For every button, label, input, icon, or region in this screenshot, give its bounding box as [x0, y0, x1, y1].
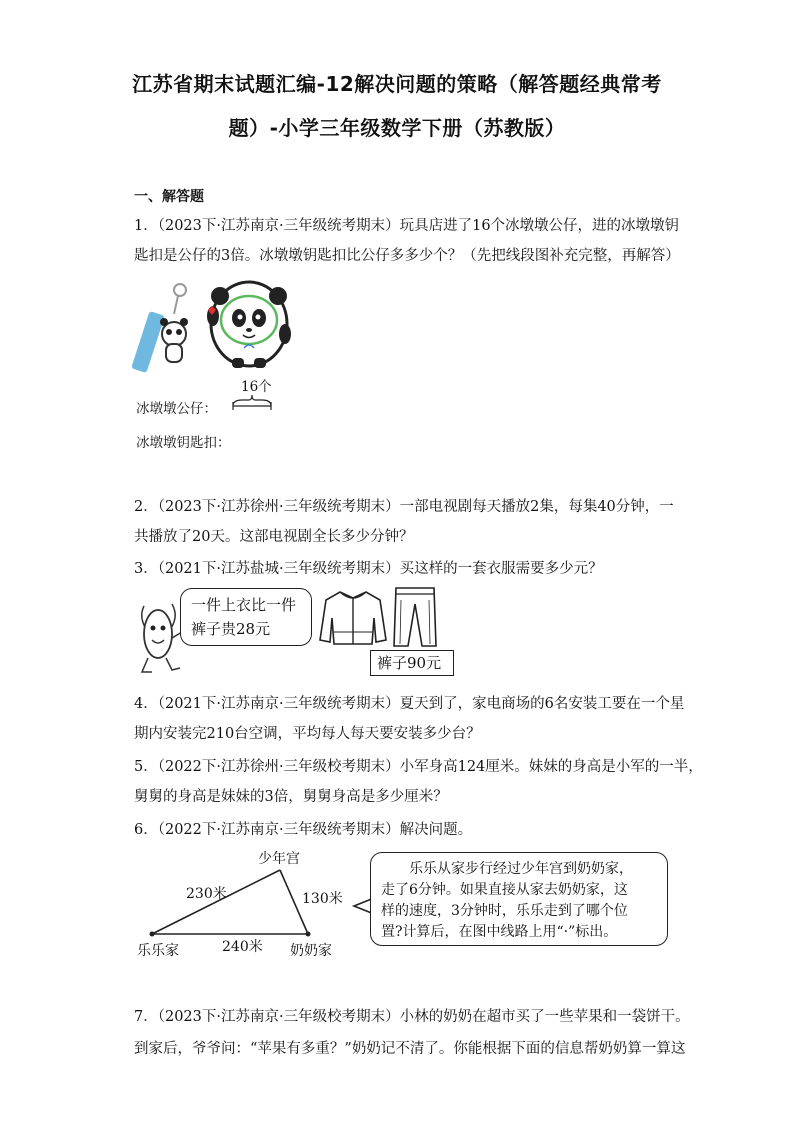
q6-dist-right: 130米 [302, 891, 343, 907]
q1-doll-label: 冰墩墩公仔： [136, 401, 217, 417]
q7-text-line1: 7．（2023下·江苏南京·三年级校考期末）小林的奶奶在超市买了一些苹果和一袋饼干。 [134, 1009, 690, 1025]
q3-text-line1: 3．（2021下·江苏盐城·三年级统考期末）买这样的一套衣服需要多少元？ [134, 561, 603, 577]
q4-text-line2: 期内安装完210台空调，平均每人每天要安装多少台？ [134, 726, 481, 742]
q3-speech-bubble [180, 588, 312, 646]
q3-bubble-line1: 一件上衣比一件 [191, 596, 297, 614]
pants-illustration [392, 586, 438, 648]
doc-title-line1: 江苏省期末试题汇编-12解决问题的策略（解答题经典常考 [132, 72, 662, 96]
keychain-illustration [134, 282, 204, 372]
q6-lele-home-label: 乐乐家 [137, 943, 179, 959]
corn-character-illustration [134, 598, 184, 676]
q6-speech-bubble [370, 852, 668, 946]
section-heading: 一、解答题 [134, 189, 204, 205]
q2-text-line1: 2．（2023下·江苏徐州·三年级统考期末）一部电视剧每天播放2集，每集40分钟，一 [134, 499, 674, 515]
q5-text-line1: 5．（2022下·江苏徐州·三年级校考期末）小军身高124厘米。妹妹的身高是小军的一半， [134, 759, 703, 775]
q2-text-line2: 共播放了20天。这部电视剧全长多少分钟？ [134, 529, 414, 545]
q7-text-line2: 到家后，爷爷问：“苹果有多重？”奶奶记不清了。你能根据下面的信息帮奶奶算一算这 [134, 1041, 686, 1057]
q6-text-line1: 6．（2022下·江苏南京·三年级统考期末）解决问题。 [134, 822, 473, 838]
q3-bubble-line2: 裤子贵28元 [191, 620, 271, 638]
q6-youth-palace-label: 少年宫 [258, 851, 300, 867]
q1-text-line1: 1．（2023下·江苏南京·三年级统考期末）玩具店进了16个冰墩墩公仔，进的冰墩墩钥 [134, 218, 680, 234]
q1-doll-segment [232, 400, 272, 412]
q6-bubble-line2: 走了6分钟。如果直接从家去奶奶家，这 [381, 882, 628, 898]
q6-grandma-home-label: 奶奶家 [290, 943, 332, 959]
q6-bubble-line3: 样的速度，3分钟时，乐乐走到了哪个位 [381, 903, 628, 919]
panda-mascot-illustration [204, 280, 294, 372]
q6-dist-left: 230米 [186, 886, 227, 902]
q5-text-line2: 舅舅的身高是妹妹的3倍，舅舅身高是多少厘米？ [134, 789, 448, 805]
q6-dist-bottom: 240米 [222, 939, 263, 955]
q1-count-label: 16个 [241, 379, 272, 395]
doc-title-line2: 题）-小学三年级数学下册（苏教版） [228, 116, 566, 140]
q6-bubble-line4: 置?计算后，在图中线路上用“·”标出。 [381, 924, 618, 940]
q6-bubble-line1: 乐乐从家步行经过少年宫到奶奶家， [409, 861, 633, 877]
jacket-illustration [318, 588, 388, 646]
q3-pants-price-box [370, 650, 454, 676]
q1-keychain-label: 冰墩墩钥匙扣： [136, 435, 231, 451]
q4-text-line1: 4．（2021下·江苏南京·三年级统考期末）夏天到了，家电商场的6名安装工要在一个星 [134, 696, 685, 712]
q3-pants-price: 裤子90元 [377, 654, 442, 672]
q1-text-line2: 匙扣是公仔的3倍。冰墩墩钥匙扣比公仔多多少个？（先把线段图补充完整，再解答） [134, 248, 680, 264]
